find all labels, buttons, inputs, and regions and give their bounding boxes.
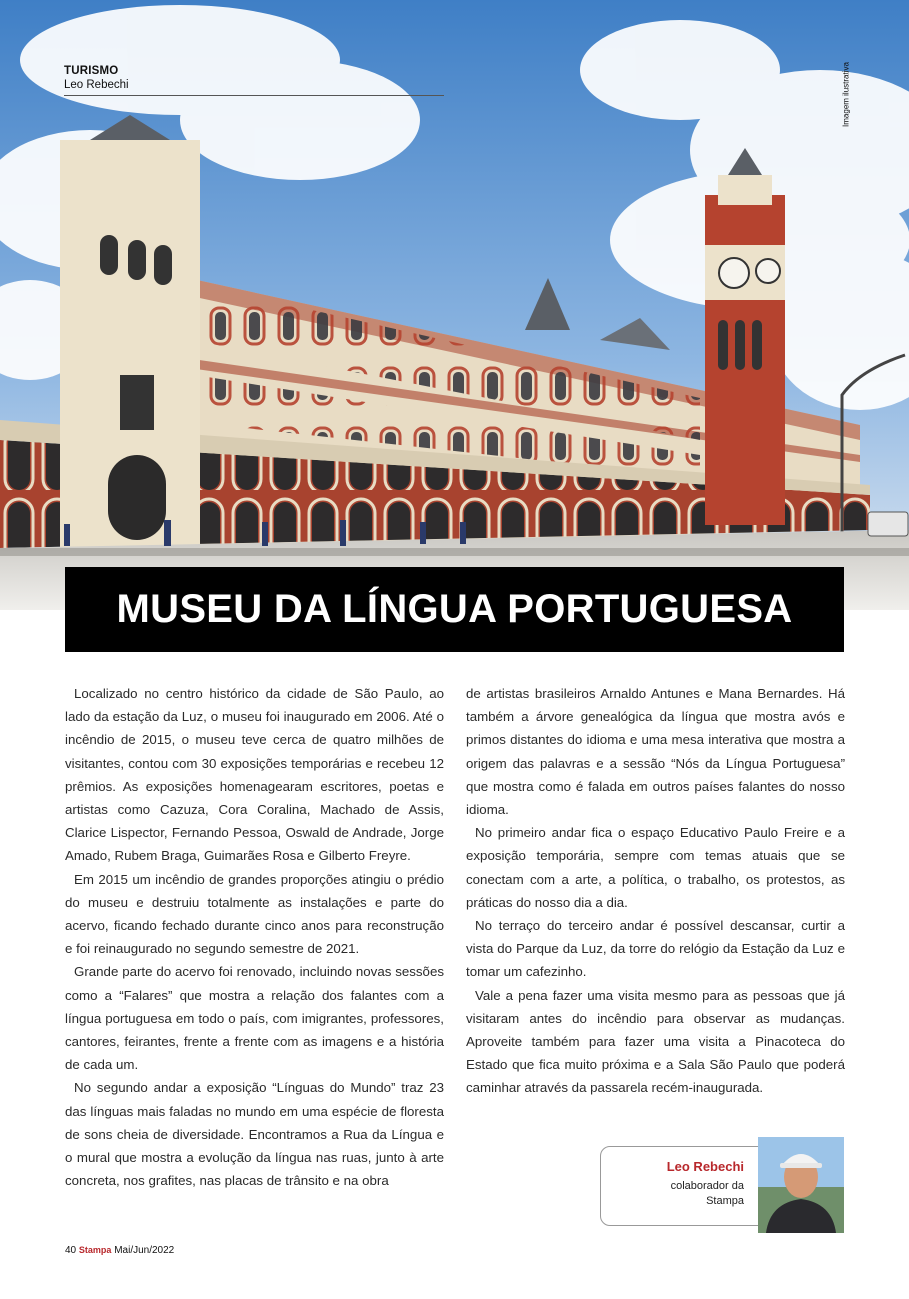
paragraph: No primeiro andar fica o espaço Educativo Paulo Freire e a exposição temporária, sempre com temas atuais que se conectam com a arte, a política, o trabalho, os protestos, as práticas do nosso dia a dia. (466, 825, 845, 910)
paragraph: Grande parte do acervo foi renovado, incluindo novas sessões como a “Falares” que mostra a relação dos falantes com a língua portuguesa em todo o país, com imigrantes, professores, cantores, feirantes, frente a frente com as imagens e a história de cada um. (65, 964, 444, 1073)
author-name: Leo Rebechi (666, 1159, 744, 1174)
paragraph: Localizado no centro histórico da cidade de São Paulo, ao lado da estação da Luz, o museu foi inaugurado em 2006. Até o incêndio de 2015, o museu teve cerca de quatro milhões de visitantes, contou com 30 exposições temporárias e recebeu 12 prêmios. As exposições homenagearam escritores, poetas e artistas como Cazuza, Cora Coralina, Machado de Assis, Clarice Lispector, Fernando Pessoa, Oswald de Andrade, Jorge Amado, Rubem Braga, Guimarães Rosa e Gilberto Freyre. (65, 686, 444, 864)
photo-credit-text: Imagem ilustrativa (841, 62, 851, 127)
page-number: 40 (65, 1245, 77, 1256)
photo-credit (836, 64, 856, 134)
paragraph: No segundo andar a exposição “Línguas do Mundo” traz 23 das línguas mais faladas no mundo em uma espécie de floresta de sons cheia de diversidade. Encontramos a Rua da Língua e o mural que mostra a evolução da língua nas ruas, junto à arte concreta, nos grafites, nas placas de trânsito e na obra (65, 1080, 444, 1189)
article-column-left (65, 682, 444, 1192)
section-header (64, 64, 444, 96)
author-photo (758, 1137, 844, 1233)
section-category: TURISMO (64, 65, 119, 77)
magazine-brand: Stampa (78, 1245, 112, 1255)
title-bar (65, 567, 844, 652)
paragraph: Vale a pena fazer uma visita mesmo para as pessoas que já visitaram antes do incêndio para observar as mudanças. Aproveite também para fazer uma visita a Pinacoteca do Estado que fica muito próxima e a Sala São Paulo que poderá caminhar através da passarela recém-inaugurada. (466, 987, 845, 1096)
paragraph: No terraço do terceiro andar é possível descansar, curtir a vista do Parque da Luz, da torre do relógio da Estação da Luz e tomar um cafezinho. (466, 918, 845, 980)
paragraph: Em 2015 um incêndio de grandes proporções atingiu o prédio do museu e destruiu totalmente as instalações e parte do acervo, ficando fechado durante cinco anos para reconstrução e foi reinaugurado no segundo semestre de 2021. (65, 871, 444, 957)
page-footer (65, 1245, 174, 1256)
article-column-right (466, 682, 845, 1100)
author-box (600, 1146, 772, 1226)
section-author: Leo Rebechi (64, 79, 129, 91)
author-role: colaborador da Stampa (670, 1180, 744, 1207)
paragraph: de artistas brasileiros Arnaldo Antunes e Mana Bernardes. Há também a árvore genealógica da língua que mostra avós e primos distantes do idioma e uma mesa interativa que mostra a origem das palavras e a sessão “Nós da Língua Portuguesa” que mostra como é falada em outros países falantes do nosso idioma. (466, 686, 845, 818)
article-title: MUSEU DA LÍNGUA PORTUGUESA (116, 587, 793, 631)
issue-date: Mai/Jun/2022 (114, 1245, 175, 1256)
